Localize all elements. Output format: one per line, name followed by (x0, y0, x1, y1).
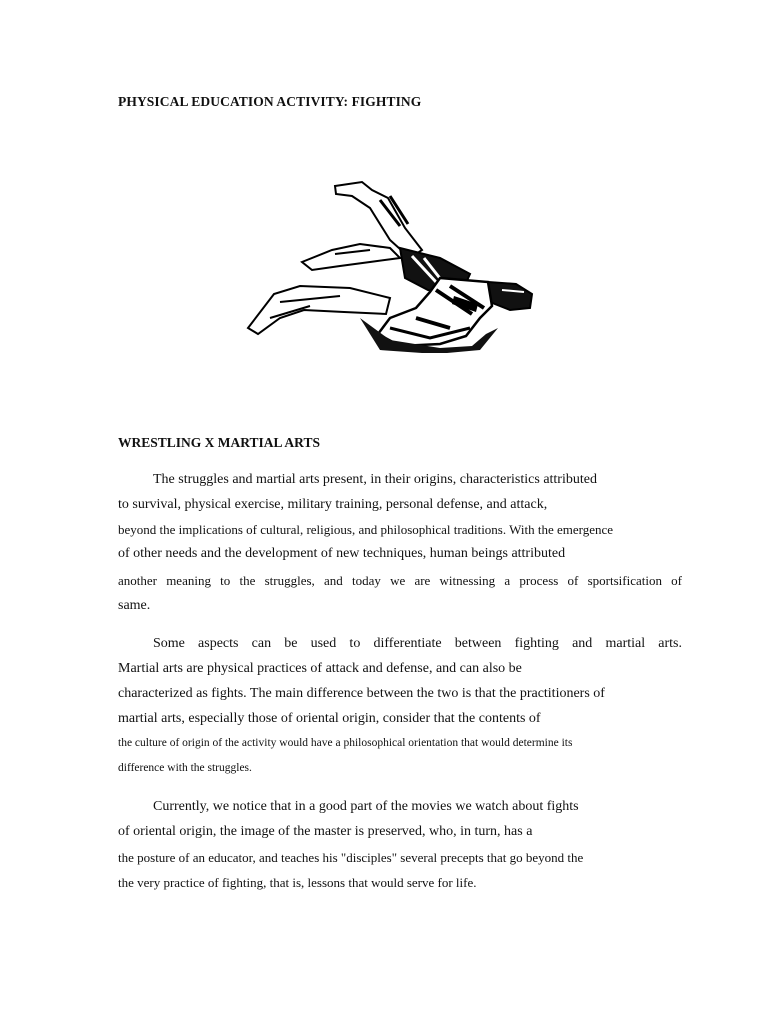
paragraph-line: characterized as fights. The main difference between the two is that the practitioners of (118, 686, 605, 701)
paragraph-line: the culture of origin of the activity would have a philosophical orientation that would determine its (118, 737, 573, 749)
paragraph-line: of oriental origin, the image of the master is preserved, who, in turn, has a (118, 824, 533, 839)
paragraph-line: the very practice of fighting, that is, lessons that would serve for life. (118, 875, 477, 890)
document-title: PHYSICAL EDUCATION ACTIVITY: FIGHTING (118, 94, 422, 109)
section-heading: WRESTLING X MARTIAL ARTS (118, 435, 320, 450)
paragraph-line: another meaning to the struggles, and today we are witnessing a process of sportsification of (118, 573, 682, 588)
paragraph-line: Martial arts are physical practices of attack and defense, and can also be (118, 661, 522, 676)
fighter-head (488, 282, 532, 310)
paragraph-line: beyond the implications of cultural, religious, and philosophical traditions. With the emergence (118, 522, 614, 537)
paragraph-line: of other needs and the development of new techniques, human beings attributed (118, 546, 566, 561)
paragraph-line: difference with the struggles. (118, 762, 252, 774)
judo-throw-illustration (240, 178, 540, 353)
paragraph-line: The struggles and martial arts present, in their origins, characteristics attributed (153, 472, 597, 487)
paragraph-line: to survival, physical exercise, military training, personal defense, and attack, (118, 497, 548, 512)
thrown-fighter-leg-2 (302, 244, 400, 270)
paragraph-line: same. (118, 598, 151, 613)
paragraph-line: Currently, we notice that in a good part of the movies we watch about fights (153, 799, 579, 814)
paragraph-line: Some aspects can be used to differentiate between fighting and martial arts. (153, 636, 682, 651)
paragraph-line: the posture of an educator, and teaches his "disciples" several precepts that go beyond the (118, 850, 584, 865)
paragraph-line: martial arts, especially those of oriental origin, consider that the contents of (118, 711, 541, 726)
